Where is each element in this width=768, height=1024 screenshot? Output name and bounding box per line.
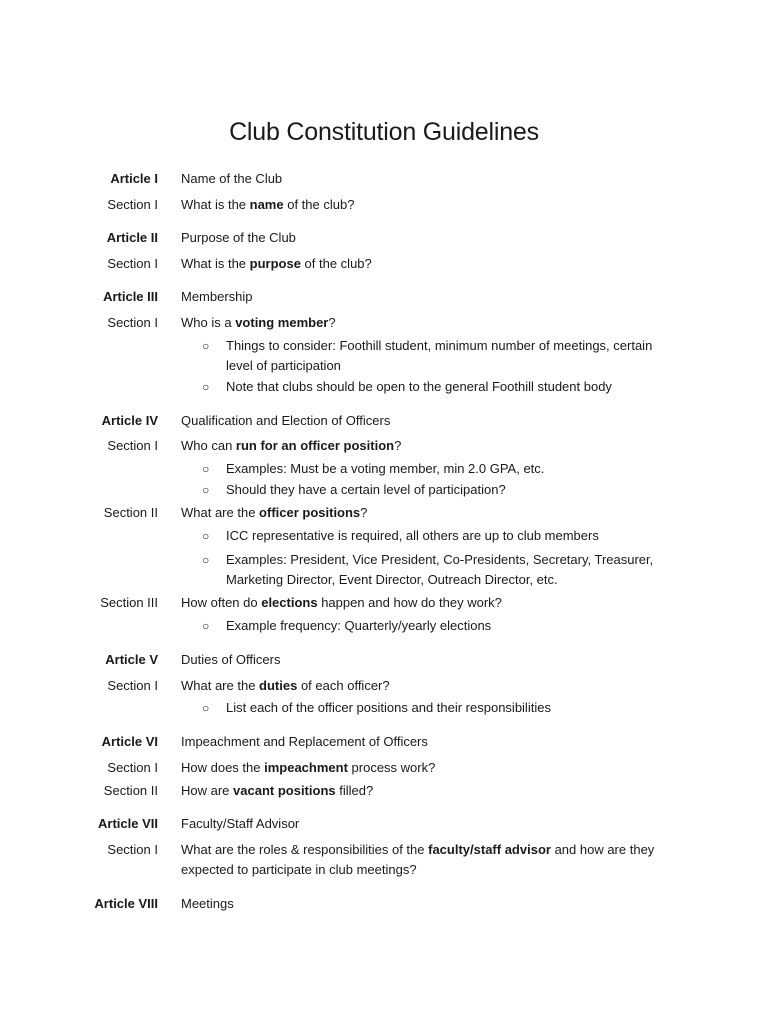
section-text: Who is a voting member? xyxy=(181,315,336,330)
article-label: Article V xyxy=(105,652,158,667)
section-label: Section I xyxy=(107,315,158,330)
article-label: Article I xyxy=(110,171,158,186)
bullet-circle-icon: ○ xyxy=(202,339,210,353)
bullet-item xyxy=(202,698,672,718)
article-label: Article IV xyxy=(101,413,158,428)
article-title: Membership xyxy=(181,289,253,304)
article-title: Impeachment and Replacement of Officers xyxy=(181,734,428,749)
section-text: What are the roles & responsibilities of the faculty/staff advisor and how are they expected to participate in club meetings? xyxy=(181,842,655,877)
bullet-text: Examples: Must be a voting member, min 2.0 GPA, etc. xyxy=(226,461,545,476)
section-text: Who can run for an officer position? xyxy=(181,438,402,453)
section-text: What is the purpose of the club? xyxy=(181,256,372,271)
section-text: What is the name of the club? xyxy=(181,197,355,212)
article-label: Article III xyxy=(103,289,158,304)
bullet-circle-icon: ○ xyxy=(202,483,210,497)
bullet-text: ICC representative is required, all others are up to club members xyxy=(226,528,599,543)
bullet-item xyxy=(202,480,672,500)
bullet-item xyxy=(202,377,672,397)
bullet-text: Things to consider: Foothill student, minimum number of meetings, certain level of participation xyxy=(226,338,653,373)
page-title: Club Constitution Guidelines xyxy=(229,118,539,146)
article-title: Qualification and Election of Officers xyxy=(181,413,391,428)
bullet-item xyxy=(202,459,672,479)
section-label: Section I xyxy=(107,197,158,212)
article-title: Name of the Club xyxy=(181,171,283,186)
bullet-circle-icon: ○ xyxy=(202,701,210,715)
bullet-circle-icon: ○ xyxy=(202,462,210,476)
section-text: How often do elections happen and how do they work? xyxy=(181,595,502,610)
section-label: Section I xyxy=(107,842,158,857)
bullet-text: Should they have a certain level of participation? xyxy=(226,482,506,497)
article-label: Article VIII xyxy=(94,896,158,911)
bullet-circle-icon: ○ xyxy=(202,529,210,543)
bullet-circle-icon: ○ xyxy=(202,553,210,567)
section-label: Section I xyxy=(107,678,158,693)
section-label: Section III xyxy=(100,595,158,610)
section-text: How does the impeachment process work? xyxy=(181,760,436,775)
article-title: Meetings xyxy=(181,896,234,911)
section-label: Section I xyxy=(107,760,158,775)
section-text: What are the officer positions? xyxy=(181,505,368,520)
bullet-text: List each of the officer positions and their responsibilities xyxy=(226,700,551,715)
bullet-text: Note that clubs should be open to the general Foothill student body xyxy=(226,379,612,394)
article-label: Article VI xyxy=(101,734,158,749)
article-label: Article VII xyxy=(98,816,158,831)
article-title: Purpose of the Club xyxy=(181,230,296,245)
article-title: Duties of Officers xyxy=(181,652,281,667)
section-label: Section II xyxy=(103,783,158,798)
section-label: Section I xyxy=(107,438,158,453)
bullet-circle-icon: ○ xyxy=(202,380,210,394)
bullet-item xyxy=(202,550,672,590)
bullet-item xyxy=(202,526,672,546)
article-title: Faculty/Staff Advisor xyxy=(181,816,300,831)
bullet-text: Examples: President, Vice President, Co-Presidents, Secretary, Treasurer, Marketing Director, Event Director, Outreach Director, etc. xyxy=(226,552,654,587)
bullet-item xyxy=(202,336,672,376)
section-label: Section I xyxy=(107,256,158,271)
section-text: What are the duties of each officer? xyxy=(181,678,390,693)
section-label: Section II xyxy=(103,505,158,520)
article-label: Article II xyxy=(106,230,158,245)
section-text: How are vacant positions filled? xyxy=(181,783,374,798)
bullet-text: Example frequency: Quarterly/yearly elections xyxy=(226,618,492,633)
bullet-item xyxy=(202,616,672,636)
bullet-circle-icon: ○ xyxy=(202,619,210,633)
